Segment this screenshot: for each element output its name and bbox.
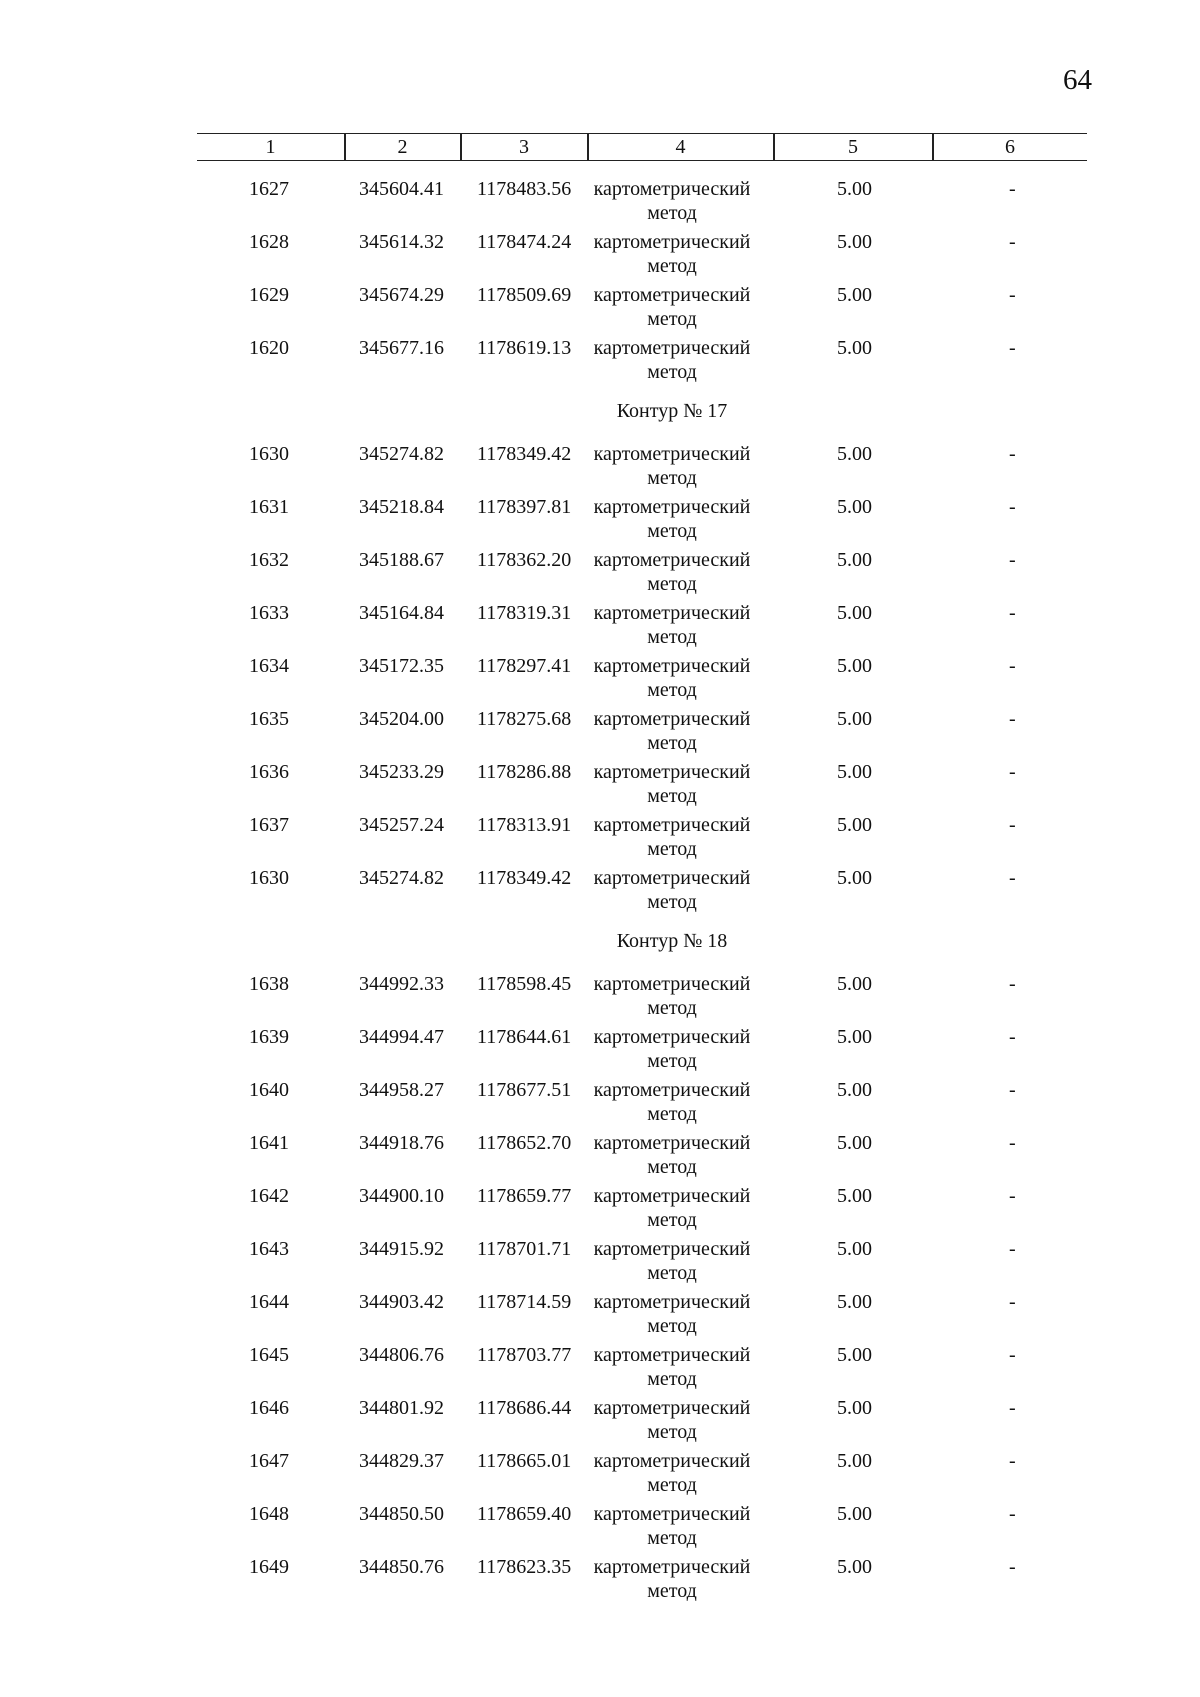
table-row (197, 1025, 1087, 1078)
cell-accuracy: 5.00 (837, 708, 872, 730)
cell-coord-x: 345614.32 (359, 231, 444, 253)
cell-point-number: 1648 (249, 1503, 289, 1525)
cell-accuracy: 5.00 (837, 1344, 872, 1366)
table-row (197, 548, 1087, 601)
cell-point-number: 1635 (249, 708, 289, 730)
cell-coord-x: 345677.16 (359, 337, 444, 359)
cell-description: - (1009, 1026, 1016, 1048)
cell-coord-x: 345172.35 (359, 655, 444, 677)
cell-coord-y: 1178659.77 (477, 1185, 572, 1207)
cell-coord-x: 344829.37 (359, 1450, 444, 1472)
cell-coord-y: 1178483.56 (477, 178, 572, 200)
cell-accuracy: 5.00 (837, 231, 872, 253)
cell-description: - (1009, 1291, 1016, 1313)
cell-method: картометрический метод (593, 496, 751, 542)
table-row (197, 1237, 1087, 1290)
cell-accuracy: 5.00 (837, 443, 872, 465)
cell-coord-x: 344903.42 (359, 1291, 444, 1313)
cell-coord-x: 345218.84 (359, 496, 444, 518)
cell-method: картометрический метод (593, 1238, 751, 1284)
table-row (197, 336, 1087, 389)
cell-description: - (1009, 761, 1016, 783)
cell-point-number: 1634 (249, 655, 289, 677)
header-col-6: 6 (1005, 136, 1015, 158)
cell-accuracy: 5.00 (837, 1397, 872, 1419)
cell-accuracy: 5.00 (837, 602, 872, 624)
cell-description: - (1009, 1450, 1016, 1472)
cell-coord-y: 1178714.59 (477, 1291, 572, 1313)
coordinates-table (197, 133, 1087, 1608)
cell-method: картометрический метод (593, 443, 751, 489)
cell-description: - (1009, 496, 1016, 518)
cell-description: - (1009, 178, 1016, 200)
cell-coord-y: 1178677.51 (477, 1079, 572, 1101)
cell-coord-y: 1178474.24 (477, 231, 572, 253)
cell-accuracy: 5.00 (837, 814, 872, 836)
cell-coord-x: 344806.76 (359, 1344, 444, 1366)
table-row (197, 1131, 1087, 1184)
contour-title (197, 919, 1087, 972)
header-col-5: 5 (848, 136, 858, 158)
cell-description: - (1009, 708, 1016, 730)
cell-coord-y: 1178598.45 (477, 973, 572, 995)
cell-coord-y: 1178349.42 (477, 443, 572, 465)
header-col-3: 3 (519, 136, 529, 158)
cell-point-number: 1641 (249, 1132, 289, 1154)
table-row (197, 1290, 1087, 1343)
table-row (197, 1449, 1087, 1502)
cell-coord-y: 1178275.68 (477, 708, 572, 730)
cell-coord-x: 344918.76 (359, 1132, 444, 1154)
cell-point-number: 1628 (249, 231, 289, 253)
cell-coord-y: 1178644.61 (477, 1026, 572, 1048)
cell-method: картометрический метод (593, 337, 751, 383)
table-row (197, 283, 1087, 336)
contour-title-text: Контур № 18 (616, 930, 728, 952)
cell-coord-y: 1178703.77 (477, 1344, 572, 1366)
cell-method: картометрический метод (593, 973, 751, 1019)
cell-coord-x: 345274.82 (359, 867, 444, 889)
cell-point-number: 1640 (249, 1079, 289, 1101)
cell-point-number: 1630 (249, 443, 289, 465)
cell-method: картометрический метод (593, 231, 751, 277)
table-row (197, 1078, 1087, 1131)
cell-accuracy: 5.00 (837, 1026, 872, 1048)
cell-point-number: 1649 (249, 1556, 289, 1578)
cell-coord-x: 345604.41 (359, 178, 444, 200)
table-row (197, 442, 1087, 495)
cell-point-number: 1643 (249, 1238, 289, 1260)
table-row (197, 601, 1087, 654)
cell-coord-x: 344900.10 (359, 1185, 444, 1207)
cell-description: - (1009, 337, 1016, 359)
cell-accuracy: 5.00 (837, 284, 872, 306)
cell-coord-x: 344992.33 (359, 973, 444, 995)
cell-description: - (1009, 549, 1016, 571)
cell-method: картометрический метод (593, 1556, 751, 1602)
cell-accuracy: 5.00 (837, 1450, 872, 1472)
cell-method: картометрический метод (593, 814, 751, 860)
cell-coord-y: 1178286.88 (477, 761, 572, 783)
cell-point-number: 1631 (249, 496, 289, 518)
cell-coord-x: 345674.29 (359, 284, 444, 306)
header-col-4: 4 (675, 136, 686, 158)
cell-accuracy: 5.00 (837, 496, 872, 518)
table-row (197, 230, 1087, 283)
cell-coord-x: 345204.00 (359, 708, 444, 730)
cell-coord-x: 345257.24 (359, 814, 444, 836)
cell-method: картометрический метод (593, 549, 751, 595)
table-header (197, 133, 1087, 161)
table-row (197, 1502, 1087, 1555)
cell-method: картометрический метод (593, 1132, 751, 1178)
cell-accuracy: 5.00 (837, 1079, 872, 1101)
cell-coord-y: 1178397.81 (477, 496, 572, 518)
table-row (197, 707, 1087, 760)
table-body (197, 177, 1087, 1608)
cell-coord-y: 1178665.01 (477, 1450, 572, 1472)
cell-method: картометрический метод (593, 867, 751, 913)
cell-point-number: 1629 (249, 284, 289, 306)
cell-method: картометрический метод (593, 284, 751, 330)
cell-method: картометрический метод (593, 1397, 751, 1443)
table-row (197, 760, 1087, 813)
table-row (197, 177, 1087, 230)
cell-coord-x: 345274.82 (359, 443, 444, 465)
cell-coord-y: 1178701.71 (477, 1238, 572, 1260)
cell-accuracy: 5.00 (837, 178, 872, 200)
cell-method: картометрический метод (593, 1503, 751, 1549)
cell-accuracy: 5.00 (837, 1185, 872, 1207)
cell-coord-y: 1178349.42 (477, 867, 572, 889)
cell-point-number: 1644 (249, 1291, 289, 1313)
cell-coord-y: 1178686.44 (477, 1397, 572, 1419)
cell-accuracy: 5.00 (837, 867, 872, 889)
cell-description: - (1009, 231, 1016, 253)
cell-point-number: 1632 (249, 549, 289, 571)
contour-title (197, 389, 1087, 442)
header-col-1: 1 (265, 136, 276, 158)
cell-coord-y: 1178509.69 (477, 284, 572, 306)
cell-description: - (1009, 1238, 1016, 1260)
cell-method: картометрический метод (593, 1344, 751, 1390)
cell-point-number: 1630 (249, 867, 289, 889)
cell-description: - (1009, 867, 1016, 889)
cell-coord-x: 345164.84 (359, 602, 444, 624)
table-row (197, 972, 1087, 1025)
cell-coord-y: 1178319.31 (477, 602, 572, 624)
cell-coord-y: 1178297.41 (477, 655, 572, 677)
cell-coord-y: 1178362.20 (477, 549, 572, 571)
cell-accuracy: 5.00 (837, 1132, 872, 1154)
cell-point-number: 1647 (249, 1450, 289, 1472)
cell-description: - (1009, 1556, 1016, 1578)
cell-coord-y: 1178619.13 (477, 337, 572, 359)
cell-point-number: 1645 (249, 1344, 289, 1366)
page-number: 64 (1063, 64, 1092, 96)
cell-description: - (1009, 655, 1016, 677)
cell-accuracy: 5.00 (837, 973, 872, 995)
cell-description: - (1009, 814, 1016, 836)
cell-point-number: 1639 (249, 1026, 289, 1048)
table-row (197, 1184, 1087, 1237)
cell-description: - (1009, 284, 1016, 306)
cell-coord-y: 1178313.91 (477, 814, 572, 836)
cell-description: - (1009, 973, 1016, 995)
cell-method: картометрический метод (593, 708, 751, 754)
cell-description: - (1009, 1503, 1016, 1525)
header-col-2: 2 (397, 136, 408, 158)
cell-accuracy: 5.00 (837, 1238, 872, 1260)
cell-point-number: 1633 (249, 602, 289, 624)
cell-method: картометрический метод (593, 178, 751, 224)
cell-accuracy: 5.00 (837, 1556, 872, 1578)
cell-description: - (1009, 443, 1016, 465)
cell-point-number: 1627 (249, 178, 289, 200)
table-row (197, 495, 1087, 548)
cell-method: картометрический метод (593, 655, 751, 701)
table-row (197, 1396, 1087, 1449)
table-row (197, 654, 1087, 707)
cell-accuracy: 5.00 (837, 761, 872, 783)
cell-coord-y: 1178652.70 (477, 1132, 572, 1154)
cell-point-number: 1642 (249, 1185, 289, 1207)
cell-method: картометрический метод (593, 1079, 751, 1125)
table-row (197, 1555, 1087, 1608)
cell-accuracy: 5.00 (837, 337, 872, 359)
cell-method: картометрический метод (593, 1291, 751, 1337)
cell-coord-x: 344801.92 (359, 1397, 444, 1419)
cell-coord-x: 344958.27 (359, 1079, 444, 1101)
cell-coord-y: 1178659.40 (477, 1503, 572, 1525)
cell-description: - (1009, 1132, 1016, 1154)
cell-coord-x: 344994.47 (359, 1026, 444, 1048)
cell-method: картометрический метод (593, 1026, 751, 1072)
cell-description: - (1009, 1185, 1016, 1207)
cell-point-number: 1637 (249, 814, 289, 836)
cell-coord-y: 1178623.35 (477, 1556, 572, 1578)
cell-method: картометрический метод (593, 761, 751, 807)
cell-method: картометрический метод (593, 602, 751, 648)
cell-point-number: 1638 (249, 973, 289, 995)
table-row (197, 866, 1087, 919)
cell-coord-x: 344915.92 (359, 1238, 444, 1260)
contour-title-text: Контур № 17 (616, 400, 728, 422)
cell-point-number: 1620 (249, 337, 289, 359)
cell-coord-x: 345233.29 (359, 761, 444, 783)
cell-accuracy: 5.00 (837, 655, 872, 677)
cell-accuracy: 5.00 (837, 1503, 872, 1525)
cell-point-number: 1636 (249, 761, 289, 783)
cell-description: - (1009, 602, 1016, 624)
cell-point-number: 1646 (249, 1397, 289, 1419)
cell-coord-x: 344850.76 (359, 1556, 444, 1578)
cell-coord-x: 345188.67 (359, 549, 444, 571)
cell-description: - (1009, 1079, 1016, 1101)
cell-accuracy: 5.00 (837, 549, 872, 571)
cell-method: картометрический метод (593, 1450, 751, 1496)
cell-accuracy: 5.00 (837, 1291, 872, 1313)
cell-coord-x: 344850.50 (359, 1503, 444, 1525)
table-row (197, 1343, 1087, 1396)
cell-description: - (1009, 1344, 1016, 1366)
cell-method: картометрический метод (593, 1185, 751, 1231)
cell-description: - (1009, 1397, 1016, 1419)
table-row (197, 813, 1087, 866)
